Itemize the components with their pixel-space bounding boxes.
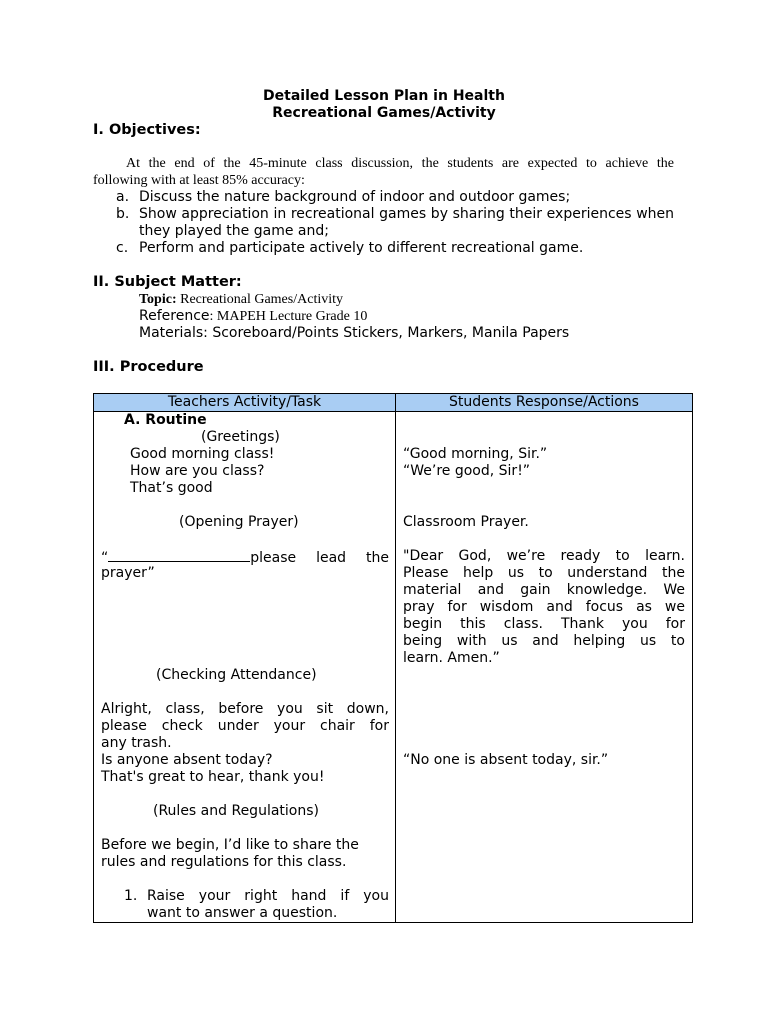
prayer-request-text: please lead the: [250, 550, 389, 566]
procedure-heading: III. Procedure: [93, 359, 204, 375]
rule1-line2: want to answer a question.: [147, 905, 338, 921]
prayer-line: material and gain knowledge. We: [403, 582, 685, 598]
student-greeting: “Good morning, Sir.”: [403, 446, 548, 462]
opening-prayer-label: (Opening Prayer): [179, 514, 299, 530]
subject-matter-heading: II. Subject Matter:: [93, 274, 242, 290]
objective-marker: a.: [116, 189, 130, 205]
rule1-line1: Raise your right hand if you: [147, 888, 389, 904]
prayer-line: Please help us to understand the: [403, 565, 685, 581]
attendance-line1: Alright, class, before you sit down,: [101, 701, 389, 717]
prayer-line: pray for wisdom and focus as we: [403, 599, 685, 615]
objective-marker: c.: [116, 240, 129, 256]
routine-heading: A. Routine: [124, 412, 207, 428]
student-column-header: Students Response/Actions: [396, 394, 693, 412]
objective-item: [93, 189, 674, 206]
objectives-intro-line2: following with at least 85% accuracy:: [93, 173, 305, 188]
prayer-line: being with us and helping us to: [403, 633, 685, 649]
checking-attendance-label: (Checking Attendance): [156, 667, 317, 683]
table-header-row: [94, 394, 693, 412]
prayer-line: begin this class. Thank you for: [403, 616, 685, 632]
attendance-line3: any trash.: [101, 735, 172, 751]
teacher-cell: [94, 412, 396, 923]
reference-line: [139, 308, 367, 325]
student-no-absent: “No one is absent today, sir.”: [403, 752, 609, 768]
document-subtitle: Recreational Games/Activity: [272, 105, 496, 121]
topic-line: [139, 291, 343, 308]
prayer-line: learn. Amen.”: [403, 650, 500, 666]
topic-value: Recreational Games/Activity: [176, 292, 343, 307]
objective-text: Perform and participate actively to different recreational game.: [139, 240, 584, 256]
objective-marker: b.: [116, 206, 130, 222]
reference-label: Reference: [139, 308, 210, 324]
teacher-greeting: Good morning class!: [130, 446, 275, 462]
objectives-list: [93, 189, 674, 257]
objectives-heading: I. Objectives:: [93, 122, 201, 138]
rules-line1: Before we begin, I’d like to share the: [101, 837, 359, 853]
procedure-table: [93, 393, 693, 923]
topic-label: Topic:: [139, 292, 177, 307]
teacher-how-are-you: How are you class?: [130, 463, 265, 479]
prayer-line: "Dear God, we’re ready to learn.: [403, 548, 685, 564]
objective-text: Show appreciation in recreational games by sharing their experiences when they played the game and;: [139, 206, 674, 239]
reference-value: : MAPEH Lecture Grade 10: [209, 309, 368, 324]
table-row: [94, 412, 693, 923]
student-were-good: “We’re good, Sir!”: [403, 463, 531, 479]
document-title: Detailed Lesson Plan in Health: [263, 88, 505, 104]
objective-text: Discuss the nature background of indoor and outdoor games;: [139, 189, 571, 205]
teacher-thats-good: That’s good: [130, 480, 213, 496]
rules-line2: rules and regulations for this class.: [101, 854, 347, 870]
objective-item: [93, 240, 674, 257]
name-blank: [108, 548, 250, 562]
quote-mark: “: [101, 550, 109, 566]
attendance-line2: please check under your chair for: [101, 718, 389, 734]
materials-line: Materials: Scoreboard/Points Stickers, Markers, Manila Papers: [139, 325, 570, 341]
great-to-hear: That's great to hear, thank you!: [101, 769, 325, 785]
student-cell: [396, 412, 693, 923]
prayer-leader-line2: prayer”: [101, 565, 155, 581]
rules-label: (Rules and Regulations): [153, 803, 319, 819]
teacher-column-header: Teachers Activity/Task: [94, 394, 396, 412]
greetings-label: (Greetings): [201, 429, 280, 445]
objectives-intro-line1: At the end of the 45-minute class discussion, the students are expected to achieve the: [126, 156, 674, 171]
objective-item: [93, 206, 674, 240]
rule1-marker: 1.: [124, 888, 138, 904]
classroom-prayer-label: Classroom Prayer.: [403, 514, 529, 530]
absent-question: Is anyone absent today?: [101, 752, 273, 768]
